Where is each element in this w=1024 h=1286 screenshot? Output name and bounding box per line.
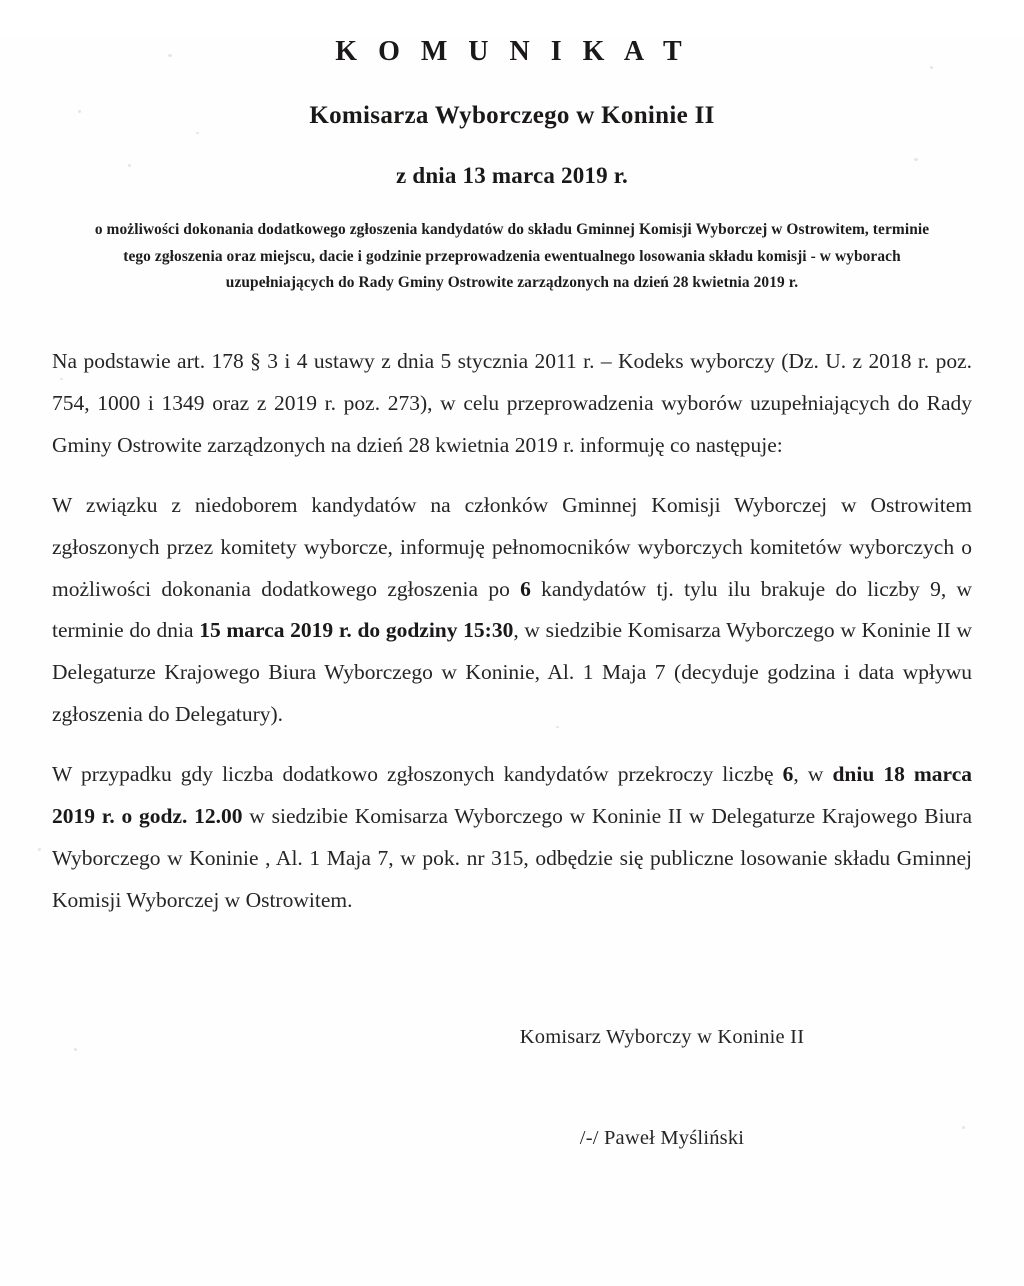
paragraph-additional-nominations [52, 485, 972, 737]
paragraph-legal-basis-text: Na podstawie art. 178 § 3 i 4 ustawy z dnia 5 stycznia 2011 r. – Kodeks wyborczy (Dz. U. z 2018 r. poz. 754, 1000 i 1349 oraz z 2019 r. poz. 273), w celu przeprowadzenia wyborów uzupełniających do Rady Gminy Ostrowite zarządzonych na dzień 28 kwietnia 2019 r. informuję co następuje: [52, 348, 972, 457]
draw-text-1: W przypadku gdy liczba dodatkowo zgłoszonych kandydatów przekroczy liczbę [52, 762, 783, 787]
draw-text-3: w siedzibie Komisarza Wyborczego w Koninie II w Delegaturze Krajowego Biura Wyborczego w Koninie , Al. 1 Maja 7, w pok. nr 315, odbędzie się publiczne losowanie składu Gminnej Komisji Wyborczej w Ostrowitem. [52, 804, 972, 912]
paragraph-legal-basis [52, 341, 972, 467]
document-subject: Komisarza Wyborczego w Koninie II [309, 102, 715, 129]
draw-datetime: dniu 18 marca 2019 r. o godz. 12.00 [52, 762, 973, 829]
nominations-count: 6 [520, 576, 531, 601]
draw-threshold-count: 6 [782, 762, 794, 787]
page-title: K O M U N I K A T [335, 36, 689, 67]
nominations-text-1: W związku z niedoborem kandydatów na członków Gminnej Komisji Wyborczej w Ostrowitem zgłoszonych przez komitety wyborcze, informuję pełnomocników wyborczych komitetów wyborczych o możliwości dokonania dodatkowego zgłoszenia po [52, 492, 972, 601]
draw-text-2: , w [793, 762, 833, 787]
document-scope: o możliwości dokonania dodatkowego zgłoszenia kandydatów do składu Gminnej Komisji Wyborczej w Ostrowitem, terminie tego zgłoszenia oraz miejscu, dacie i godzinie przeprowadzenia ewentualnego losowania składu komisji - w wyborach uzupełniających do Rady Gminy Ostrowite zarządzonych na dzień 28 kwietnia 2019 r. [94, 221, 930, 292]
document-content [0, 36, 1024, 1150]
document-page [0, 36, 1024, 1286]
document-date: z dnia 13 marca 2019 r. [395, 163, 629, 188]
nominations-text-3: , w siedzibie Komisarza Wyborczego w Koninie II w Delegaturze Krajowego Biura Wyborczego w Koninie, Al. 1 Maja 7 (decyduje godzina i data wpływu zgłoszenia do Delegatury). [52, 618, 972, 727]
signature-title: Komisarz Wyborczy w Koninie II [519, 1025, 805, 1048]
nominations-deadline: 15 marca 2019 r. do godziny 15:30 [199, 618, 514, 643]
signature-block [34, 1026, 990, 1150]
paragraph-public-draw [52, 754, 972, 922]
document-body [52, 341, 972, 922]
signature-name: /-/ Paweł Myśliński [579, 1126, 745, 1149]
nominations-text-2: kandydatów tj. tylu ilu brakuje do liczby 9, w terminie do dnia [52, 576, 972, 643]
